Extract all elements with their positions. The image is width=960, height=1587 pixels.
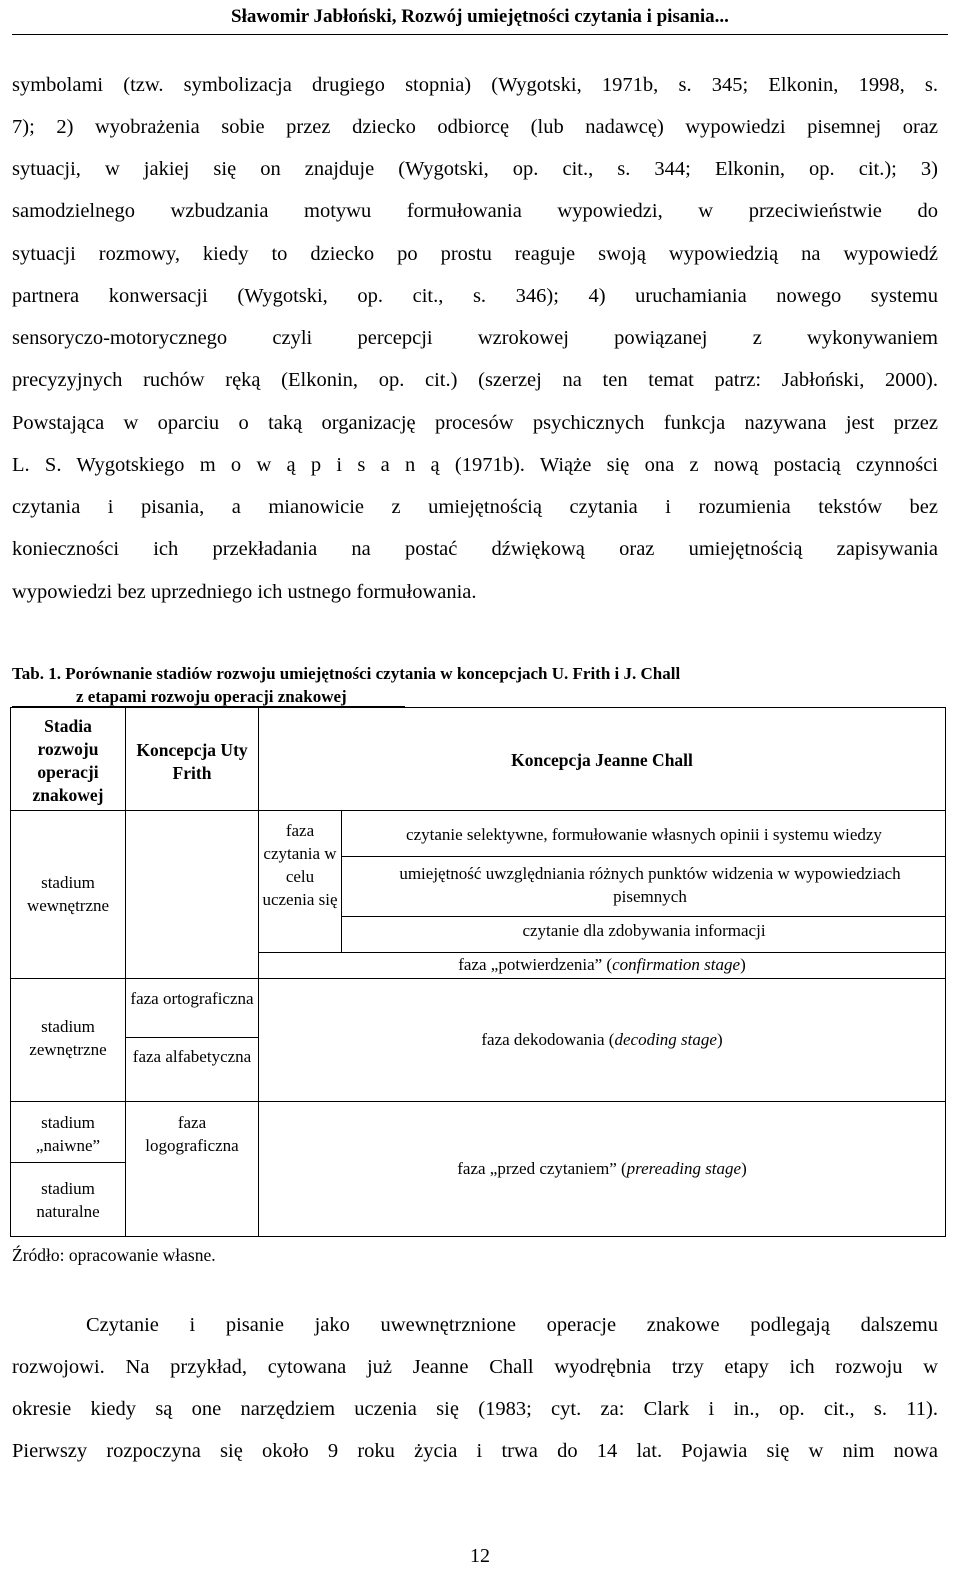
table-border-bottom	[10, 1236, 946, 1237]
header-chall: Koncepcja Jeanne Chall	[511, 750, 693, 770]
text-line: sytuacji, w jakiej się on znajduje (Wygotski, op. cit., s. 344; Elkonin, op. cit.); 3)	[12, 158, 938, 180]
chall-confirmation: faza „potwierdzenia” (confirmation stage)	[458, 955, 746, 974]
table-caption-continued: z etapami rozwoju operacji znakowej	[76, 687, 347, 706]
text-line: Pierwszy rozpoczyna się około 9 roku życia i trwa do 14 lat. Pojawia się w nim nowa	[12, 1440, 938, 1462]
table-border-left	[10, 707, 11, 1237]
chall-selective: czytanie selektywne, formułowanie własnych opinii i systemu wiedzy	[406, 825, 882, 844]
table-source: Źródło: opracowanie własne.	[12, 1245, 216, 1265]
text-line: okresie kiedy są one narzędziem uczenia się (1983; cyt. za: Clark i in., op. cit., s. 11).	[12, 1398, 938, 1420]
frith-logographic: faza logograficzna	[145, 1113, 239, 1155]
chall-learning-phase: faza czytania w celu uczenia się	[262, 821, 338, 909]
text-line: precyzyjnych ruchów ręką (Elkonin, op. cit.) (szerzej na ten temat patrz: Jabłoński, 2000).	[12, 369, 938, 391]
chall-information: czytanie dla zdobywania informacji	[522, 921, 766, 940]
column-divider	[341, 810, 342, 952]
running-header: Sławomir Jabłoński, Rozwój umiejętności czytania i pisania...	[231, 6, 729, 27]
column-divider	[125, 707, 126, 1237]
row-divider	[10, 978, 946, 979]
text-line: wypowiedzi bez uprzedniego ich ustnego formułowania.	[12, 581, 477, 603]
stage-internal: stadium wewnętrzne	[26, 873, 110, 915]
frith-orthographic: faza ortograficzna	[130, 989, 254, 1008]
table-border-top	[10, 707, 946, 708]
chall-viewpoints: umiejętność uwzględniania różnych punktów widzenia w wypowiedziach pisemnych	[399, 864, 901, 906]
stage-naive: stadium „naiwne”	[35, 1113, 101, 1155]
chall-decoding: faza dekodowania (decoding stage)	[481, 1030, 723, 1049]
text-line: rozwojowi. Na przykład, cytowana już Jeanne Chall wyodrębnia trzy etapy ich rozwoju w	[12, 1356, 938, 1378]
text-line: symbolami (tzw. symbolizacja drugiego stopnia) (Wygotski, 1971b, s. 345; Elkonin, 1998, s.	[12, 74, 938, 96]
text-line: Powstająca w oparciu o taką organizację procesów psychicznych funkcja nazywana jest przez	[12, 412, 938, 434]
stage-natural: stadium naturalne	[36, 1179, 100, 1221]
column-divider	[258, 707, 259, 1237]
page-number: 12	[470, 1545, 490, 1567]
header-frith: Koncepcja Uty Frith	[136, 740, 248, 783]
row-divider	[341, 916, 946, 917]
row-divider	[125, 1037, 259, 1038]
text-line: Czytanie i pisanie jako uwewnętrznione operacje znakowe podlegają dalszemu	[86, 1314, 938, 1336]
row-divider	[341, 856, 946, 857]
row-divider	[10, 1162, 126, 1163]
text-line: L. S. Wygotskiego m o w ą p i s a n ą (1971b). Wiąże się ona z nową postacią czynności	[12, 454, 938, 476]
row-divider	[10, 1101, 946, 1102]
frith-alphabetic: faza alfabetyczna	[132, 1047, 252, 1066]
text-line: partnera konwersacji (Wygotski, op. cit., s. 346); 4) uruchamiania nowego systemu	[12, 285, 938, 307]
stage-external: stadium zewnętrzne	[29, 1017, 107, 1059]
row-divider	[10, 810, 946, 811]
text-line: 7); 2) wyobrażenia sobie przez dziecko odbiorcę (lub nadawcę) wypowiedzi pisemnej oraz	[12, 116, 938, 138]
text-line: sytuacji rozmowy, kiedy to dziecko po prostu reaguje swoją wypowiedzią na wypowiedź	[12, 243, 938, 265]
header-rule	[12, 34, 948, 35]
table-caption: Tab. 1. Porównanie stadiów rozwoju umiejętności czytania w koncepcjach U. Frith i J. Chall	[12, 664, 681, 683]
header-stages: Stadia rozwoju operacji znakowej	[32, 716, 104, 805]
comparison-table	[0, 707, 960, 1237]
text-line: samodzielnego wzbudzania motywu formułowania wypowiedzi, w przeciwieństwie do	[12, 200, 938, 222]
text-line: sensoryczo-motorycznego czyli percepcji wzrokowej powiązanej z wykonywaniem	[12, 327, 938, 349]
text-line: czytania i pisania, a mianowicie z umiejętnością czytania i rozumienia tekstów bez	[12, 496, 938, 518]
table-border-right	[945, 707, 946, 1237]
text-line: konieczności ich przekładania na postać dźwiękową oraz umiejętnością zapisywania	[12, 538, 938, 560]
chall-prereading: faza „przed czytaniem” (prereading stage)	[457, 1159, 747, 1178]
